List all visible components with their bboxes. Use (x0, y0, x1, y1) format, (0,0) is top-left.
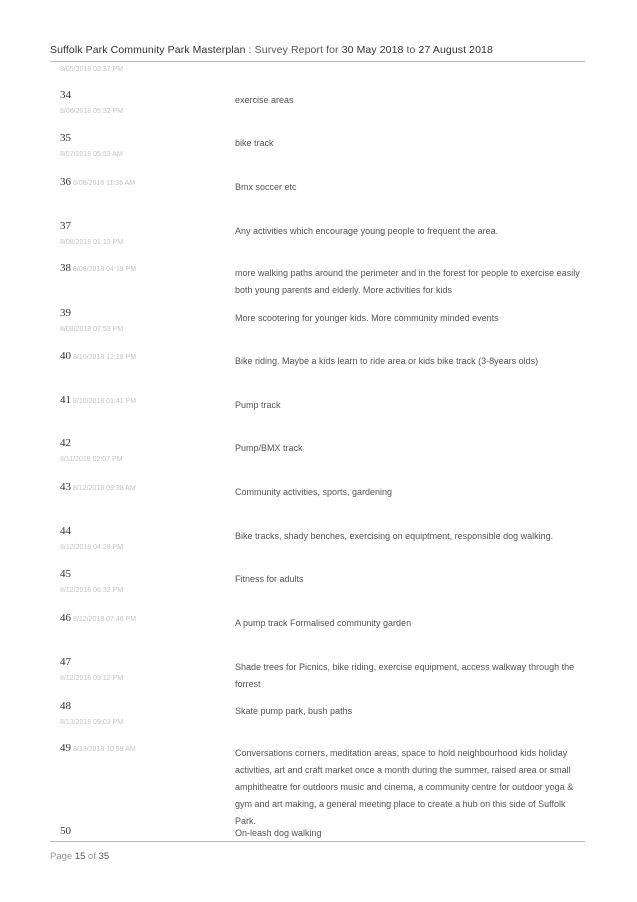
previous-response-timestamp: 8/05/2018 03:37 PM (60, 66, 124, 73)
response-timestamp: 8/12/2018 09:12 PM (60, 675, 124, 682)
response-timestamp: 8/13/2018 10:59 AM (73, 746, 136, 753)
footer-of-word: of (88, 851, 96, 862)
response-timestamp: 8/10/2018 01:41 PM (73, 398, 137, 405)
response-number: 48 (60, 700, 71, 712)
header-divider (50, 61, 585, 62)
response-answer: more walking paths around the perimeter and in the forest for people to exercise easily both young parents and elderly. More activities for kids (235, 268, 580, 295)
page-header (50, 44, 585, 56)
header-date-to-word: to (406, 44, 416, 56)
response-timestamp: 8/08/2018 04:19 PM (73, 266, 137, 273)
response-timestamp: 8/11/2018 02:07 PM (60, 456, 123, 463)
response-answer: Bmx soccer etc (235, 182, 297, 192)
response-answer: Skate pump park, bush paths (235, 706, 353, 716)
response-timestamp: 8/08/2018 01:13 PM (60, 239, 124, 246)
response-timestamp: 8/07/2018 05:53 AM (60, 151, 123, 158)
response-number: 42 (60, 437, 71, 449)
response-answer: exercise areas (235, 95, 294, 105)
header-title: Suffolk Park Community Park Masterplan (50, 44, 246, 56)
response-number: 40 (60, 350, 71, 362)
response-answer: More scootering for younger kids. More community minded events (235, 313, 499, 323)
header-date-to: 27 August 2018 (418, 44, 493, 56)
response-answer: bike track (235, 138, 274, 148)
response-timestamp: 8/08/2018 07:53 PM (60, 326, 124, 333)
response-answer: Community activities, sports, gardening (235, 487, 393, 497)
response-timestamp: 8/12/2018 07:46 PM (73, 616, 137, 623)
response-timestamp: 8/13/2018 09:03 PM (60, 719, 124, 726)
response-number: 41 (60, 394, 71, 406)
footer-page-total: 35 (98, 851, 110, 862)
response-timestamp: 8/06/2018 05:32 PM (60, 108, 124, 115)
response-answer: Pump track (235, 400, 281, 410)
response-number: 49 (60, 742, 71, 754)
response-timestamp: 8/10/2018 12:18 PM (73, 354, 137, 361)
response-timestamp: 8/12/2018 06:32 PM (60, 587, 124, 594)
response-number: 38 (60, 262, 71, 274)
response-answer: Conversations corners, meditation areas, space to hold neighbourhood kids holiday activities, art and craft market once a month during the summer, raised area or small amphitheatre for outdoors music and cinema, a community centre for outdoor yoga & gym and art making, a general meeting place to create a hub on this side of Suffolk Park. (235, 748, 574, 826)
response-answer: Any activities which encourage young people to frequent the area. (235, 226, 499, 236)
response-number: 50 (60, 825, 71, 837)
response-number: 35 (60, 132, 71, 144)
response-number: 45 (60, 568, 71, 580)
response-number: 46 (60, 612, 71, 624)
header-date-from: 30 May 2018 (341, 44, 404, 56)
response-number: 34 (60, 89, 71, 101)
response-answer: Shade trees for Picnics, bike riding, exercise equipment, access walkway through the forrest (235, 662, 575, 689)
response-answer: Bike tracks, shady benches, exercising on equiptment, responsible dog walking. (235, 531, 554, 541)
response-answer: On-leash dog walking (235, 828, 322, 838)
response-answer: A pump track Formalised community garden (235, 618, 412, 628)
response-number: 39 (60, 307, 71, 319)
response-timestamp: 8/12/2018 09:38 AM (73, 485, 136, 492)
header-report-prefix: Survey Report for (254, 44, 339, 56)
page-footer (50, 851, 109, 862)
response-number: 44 (60, 525, 71, 537)
response-answer: Fitness for adults (235, 574, 304, 584)
response-timestamp: 8/12/2018 04:28 PM (60, 544, 124, 551)
response-number: 47 (60, 656, 71, 668)
header-separator: : (245, 44, 255, 56)
response-number: 37 (60, 220, 71, 232)
response-number: 36 (60, 176, 71, 188)
response-timestamp: 8/08/2018 11:36 AM (73, 180, 136, 187)
response-answer: Pump/BMX track (235, 443, 303, 453)
response-answer: Bike riding. Maybe a kids learn to ride area or kids bike track (3-8years olds) (235, 356, 539, 366)
footer-divider (50, 841, 585, 842)
footer-page-number: 15 (74, 851, 86, 862)
footer-page-prefix: Page (50, 851, 73, 862)
response-number: 43 (60, 481, 71, 493)
